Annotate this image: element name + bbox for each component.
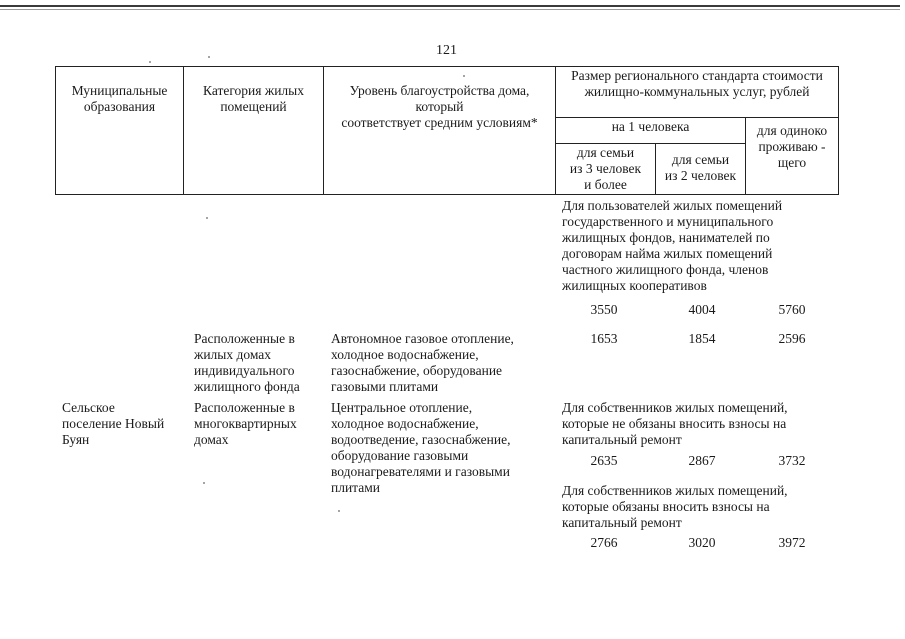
value-private-family3: 1653 [590,331,618,346]
header-per-person: на 1 человека [556,118,746,144]
scan-speck [463,75,465,77]
note-owners-not-obliged: Для собственников жилых помещений, которые не обязаны вносить взносы на капитальный ремонт [562,400,788,447]
top-rule-thin [0,9,900,10]
value-users-family2: 4004 [688,302,716,317]
header-category: Категория жилых помещений [184,67,324,195]
header-standard: Размер регионального стандарта стоимости жилищно-коммунальных услуг, рублей [556,67,839,118]
municipality-name: Сельское поселение Новый Буян [62,400,165,447]
note-owners-obliged: Для собственников жилых помещений, которые обязаны вносить взносы на капитальный ремонт [562,483,788,530]
amenities-apartment: Центральное отопление, холодное водоснабжение, водоотведение, газоснабжение, оборудование газовыми водонагревателями и газовыми плитами [331,400,511,495]
header-table [55,66,839,195]
scan-speck [203,482,205,484]
category-private: Расположенные в жилых домах индивидуального жилищного фонда [194,331,300,394]
value-owners-not-obliged-single: 3732 [778,453,806,468]
value-owners-obliged-family2: 3020 [688,535,716,550]
header-family3: для семьи из 3 человек и более [556,144,656,195]
value-users-family3: 3550 [590,302,618,317]
note-users: Для пользователей жилых помещений государственного и муниципального жилищных фондов, нанимателей по договорам найма жилых помещений частного жилищного фонда, членов жилищных кооперативов [562,198,783,293]
amenities-private: Автономное газовое отопление, холодное водоснабжение, газоснабжение, оборудование газовыми плитами [331,331,514,394]
scan-speck [208,56,210,58]
top-rule [0,5,900,7]
scan-speck [338,510,340,512]
header-single: для одиноко проживаю - щего [746,118,839,195]
value-owners-obliged-family3: 2766 [590,535,618,550]
value-owners-not-obliged-family2: 2867 [688,453,716,468]
value-users-single: 5760 [778,302,806,317]
category-apartment: Расположенные в многоквартирных домах [194,400,297,447]
page-number: 121 [436,43,457,58]
scan-speck [206,217,208,219]
header-family2: для семьи из 2 человек [656,144,746,195]
scan-speck [149,61,151,63]
header-level: Уровень благоустройства дома, который соответствует средним условиям* [324,67,556,195]
value-private-single: 2596 [778,331,806,346]
value-owners-not-obliged-family3: 2635 [590,453,618,468]
header-municipal: Муниципальные образования [56,67,184,195]
value-private-family2: 1854 [688,331,716,346]
value-owners-obliged-single: 3972 [778,535,806,550]
